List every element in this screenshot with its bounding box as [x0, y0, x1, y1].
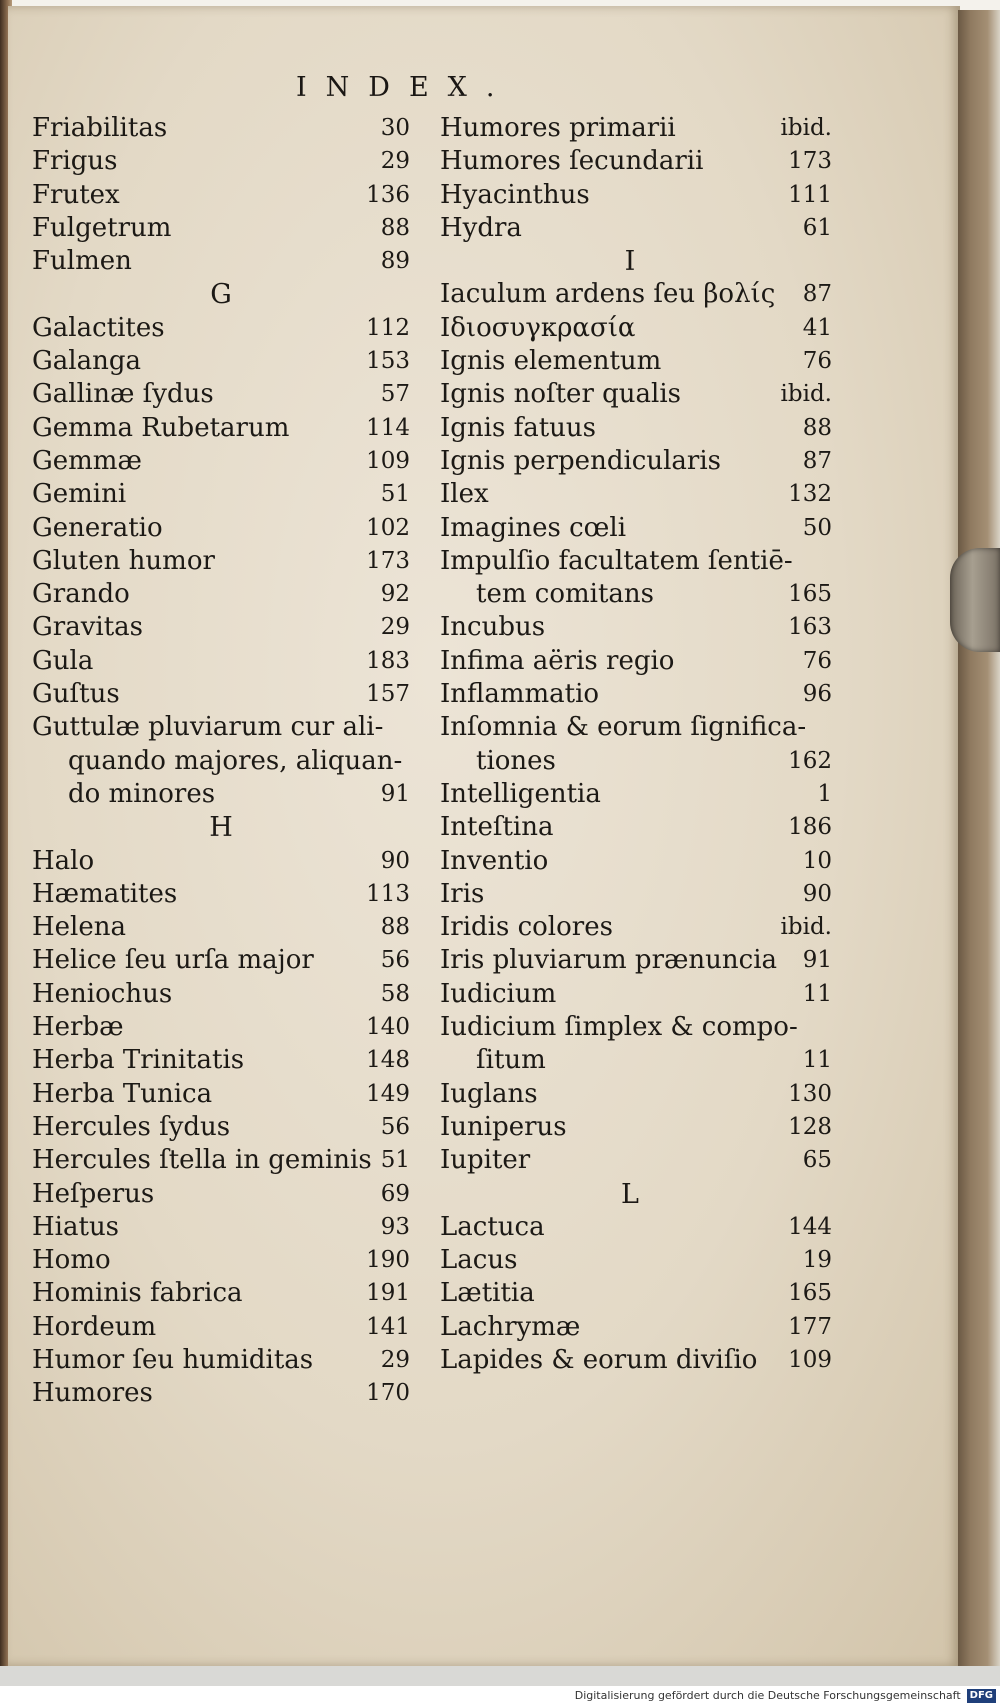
index-entry — [32, 711, 410, 744]
entry-page-number: 76 — [802, 647, 832, 674]
index-entry — [32, 678, 410, 711]
entry-page-number: 111 — [788, 181, 832, 208]
index-entry — [440, 1078, 832, 1111]
entry-page-number: 136 — [366, 181, 410, 208]
entry-page-number: 10 — [802, 847, 832, 874]
dfg-logo-icon: DFG — [967, 1689, 996, 1703]
entry-page-number: 144 — [788, 1213, 832, 1240]
index-entry — [440, 1211, 832, 1244]
entry-term: Fulgetrum — [32, 212, 172, 243]
index-entry — [440, 478, 832, 511]
entry-term: Iupiter — [440, 1145, 531, 1176]
index-entry — [440, 1344, 832, 1377]
index-entry — [32, 1244, 410, 1277]
entry-term: Ignis perpendicularis — [440, 445, 721, 476]
entry-term: Hiatus — [32, 1211, 120, 1242]
index-entry — [440, 678, 832, 711]
letter-label: G — [210, 279, 232, 311]
entry-page-number: 186 — [788, 814, 832, 841]
entry-term: Lacus — [440, 1245, 518, 1276]
entry-page-number: 191 — [366, 1280, 410, 1307]
index-entry — [440, 1244, 832, 1277]
entry-term: Ignis noſter qualis — [440, 379, 681, 410]
index-column-right — [440, 112, 832, 1377]
entry-term: tiones — [476, 745, 556, 776]
entry-term: Gluten humor — [32, 545, 215, 576]
entry-page-number: 183 — [366, 647, 410, 674]
entry-term: Hydra — [440, 212, 522, 243]
index-entry — [32, 1178, 410, 1211]
entry-page-number: 149 — [366, 1080, 410, 1107]
entry-term: Lachrymæ — [440, 1311, 581, 1342]
index-entry — [440, 745, 832, 778]
entry-page-number: 90 — [380, 847, 410, 874]
index-entry — [440, 445, 832, 478]
entry-page-number: 41 — [802, 314, 832, 341]
entry-term: Ilex — [440, 479, 489, 510]
entry-term: Herba Trinitatis — [32, 1045, 245, 1076]
entry-term: Galanga — [32, 346, 141, 377]
entry-page-number: 102 — [366, 514, 410, 541]
entry-term: Gallinæ ſydus — [32, 379, 214, 410]
entry-term: Lætitia — [440, 1278, 535, 1309]
entry-term: Gemmæ — [32, 445, 142, 476]
index-letter-heading — [440, 245, 820, 278]
index-entry — [32, 179, 410, 212]
entry-term: Heſperus — [32, 1178, 155, 1209]
entry-term: Intelligentia — [440, 778, 601, 809]
index-entry — [440, 312, 832, 345]
index-entry — [32, 1044, 410, 1077]
index-entry — [32, 145, 410, 178]
index-entry — [440, 512, 832, 545]
index-entry — [440, 378, 832, 411]
entry-page-number: 114 — [366, 414, 410, 441]
entry-term: Iudicium ſimplex & compo- — [440, 1012, 798, 1043]
entry-term: Gemini — [32, 479, 127, 510]
entry-page-number: 89 — [380, 248, 410, 275]
index-entry — [440, 811, 832, 844]
index-entry — [440, 911, 832, 944]
entry-term: Helice ſeu urſa major — [32, 945, 314, 976]
index-letter-heading — [32, 278, 410, 311]
entry-page-number: 91 — [380, 780, 410, 807]
index-entry — [32, 944, 410, 977]
entry-page-number: 11 — [802, 1047, 832, 1074]
index-letter-heading — [32, 811, 410, 844]
index-entry — [32, 512, 410, 545]
entry-page-number: 113 — [366, 880, 410, 907]
index-entry — [440, 711, 820, 744]
index-entry — [440, 578, 832, 611]
entry-term: Iuniperus — [440, 1111, 567, 1142]
entry-page-number: 153 — [366, 348, 410, 375]
index-column-left — [32, 112, 410, 1411]
entry-term: Hominis fabrica — [32, 1278, 243, 1309]
entry-term: Gemma Rubetarum — [32, 412, 290, 443]
running-head: INDEX. — [296, 72, 514, 103]
letter-label: I — [624, 246, 636, 278]
entry-page-number: 29 — [380, 148, 410, 175]
index-entry — [32, 1011, 410, 1044]
index-entry — [32, 478, 410, 511]
entry-page-number: 1 — [817, 780, 832, 807]
entry-page-number: 92 — [380, 581, 410, 608]
index-entry — [440, 1311, 832, 1344]
entry-page-number: 29 — [380, 614, 410, 641]
entry-page-number: 109 — [366, 447, 410, 474]
entry-page-number: 69 — [380, 1180, 410, 1207]
entry-term: quando majores, aliquan- — [68, 745, 403, 776]
index-entry — [440, 1144, 832, 1177]
entry-page-number: 165 — [788, 1280, 832, 1307]
letter-label: L — [621, 1178, 639, 1210]
entry-page-number: ibid. — [780, 914, 832, 941]
index-entry — [32, 1111, 410, 1144]
index-entry — [32, 578, 410, 611]
entry-page-number: 128 — [788, 1113, 832, 1140]
entry-term: Galactites — [32, 312, 165, 343]
entry-page-number: 93 — [380, 1213, 410, 1240]
entry-term: Gravitas — [32, 612, 143, 643]
entry-page-number: 148 — [366, 1047, 410, 1074]
index-entry — [440, 645, 832, 678]
entry-page-number: 76 — [802, 348, 832, 375]
entry-term: Helena — [32, 912, 127, 943]
entry-page-number: 141 — [366, 1313, 410, 1340]
entry-term: Lactuca — [440, 1211, 545, 1242]
index-entry — [440, 1111, 832, 1144]
index-entry — [440, 1011, 820, 1044]
entry-term: Iris — [440, 878, 485, 909]
entry-page-number: 56 — [380, 947, 410, 974]
index-entry — [440, 412, 832, 445]
entry-term: Frutex — [32, 179, 120, 210]
index-entry — [32, 1377, 410, 1410]
entry-page-number: 91 — [802, 947, 832, 974]
entry-page-number: 163 — [788, 614, 832, 641]
entry-page-number: 165 — [788, 581, 832, 608]
entry-term: Hordeum — [32, 1311, 157, 1342]
entry-term: Homo — [32, 1245, 111, 1276]
index-entry — [440, 611, 832, 644]
entry-page-number: 56 — [380, 1113, 410, 1140]
entry-term: Incubus — [440, 612, 546, 643]
entry-term: Hercules ſydus — [32, 1111, 231, 1142]
index-entry — [440, 145, 832, 178]
index-entry — [440, 778, 832, 811]
entry-page-number: 50 — [802, 514, 832, 541]
entry-term: Humores primarii — [440, 113, 676, 143]
entry-term: tem comitans — [476, 579, 654, 610]
entry-term: Iridis colores — [440, 912, 613, 943]
index-entry — [440, 545, 820, 578]
entry-term: Infima aëris regio — [440, 645, 675, 676]
entry-page-number: 112 — [366, 314, 410, 341]
index-entry — [32, 412, 410, 445]
entry-term: Ignis elementum — [440, 346, 662, 377]
entry-term: ſitum — [476, 1045, 546, 1076]
entry-page-number: 11 — [802, 980, 832, 1007]
index-entry — [32, 1344, 410, 1377]
scan-margin — [0, 1666, 1000, 1686]
entry-page-number: 130 — [788, 1080, 832, 1107]
index-entry — [32, 245, 410, 278]
entry-term: Iaculum ardens ſeu βολίς — [440, 279, 776, 310]
entry-page-number: 19 — [802, 1247, 832, 1274]
index-entry — [32, 345, 410, 378]
entry-page-number: 88 — [802, 414, 832, 441]
entry-page-number: 51 — [380, 1147, 410, 1174]
index-entry — [440, 278, 832, 311]
index-entry — [32, 1144, 410, 1177]
index-entry — [32, 1311, 410, 1344]
entry-page-number: 190 — [366, 1247, 410, 1274]
entry-page-number: 140 — [366, 1014, 410, 1041]
entry-page-number: 96 — [802, 681, 832, 708]
entry-page-number: 177 — [788, 1313, 832, 1340]
index-letter-heading — [440, 1178, 820, 1211]
entry-page-number: 30 — [380, 115, 410, 141]
entry-page-number: 162 — [788, 747, 832, 774]
entry-term: Lapides & eorum diviſio — [440, 1344, 758, 1375]
entry-page-number: ibid. — [780, 381, 832, 408]
entry-term: Inteſtina — [440, 812, 554, 843]
index-entry — [440, 1044, 832, 1077]
entry-term: Guttulæ pluviarum cur ali- — [32, 712, 384, 743]
index-entry — [32, 112, 410, 145]
index-entry — [32, 611, 410, 644]
entry-term: Ignis fatuus — [440, 412, 596, 443]
entry-term: Inflammatio — [440, 679, 600, 710]
entry-term: Heniochus — [32, 978, 173, 1009]
entry-term: Generatio — [32, 512, 163, 543]
index-entry — [32, 778, 410, 811]
entry-term: Inventio — [440, 845, 549, 876]
index-entry — [440, 179, 832, 212]
entry-page-number: 51 — [380, 481, 410, 508]
digitization-credit-bar — [0, 1686, 1000, 1706]
entry-term: Iuglans — [440, 1078, 538, 1109]
entry-term: Friabilitas — [32, 113, 168, 143]
index-entry — [32, 1078, 410, 1111]
index-entry — [32, 878, 410, 911]
entry-page-number: ibid. — [780, 115, 832, 141]
entry-term: Iris pluviarum prænuncia — [440, 945, 778, 976]
index-entry — [32, 1277, 410, 1310]
digitization-credit: Digitalisierung gefördert durch die Deutsche Forschungsgemeinschaft — [574, 1689, 961, 1702]
entry-term: Gula — [32, 645, 94, 676]
index-entry — [440, 878, 832, 911]
letter-label: H — [209, 812, 233, 844]
entry-term: Hyacinthus — [440, 179, 590, 210]
entry-page-number: 173 — [366, 547, 410, 574]
entry-term: Herbæ — [32, 1012, 124, 1043]
index-entry — [440, 845, 832, 878]
page-edges — [958, 10, 1000, 1666]
entry-term: Inſomnia & eorum ſignifica- — [440, 712, 807, 743]
index-entry — [32, 845, 410, 878]
entry-page-number: 65 — [802, 1147, 832, 1174]
entry-term: do minores — [68, 778, 216, 809]
index-entry — [32, 645, 410, 678]
entry-page-number: 87 — [802, 281, 832, 308]
entry-page-number: 157 — [366, 681, 410, 708]
index-entry — [440, 112, 832, 145]
entry-page-number: 29 — [380, 1346, 410, 1373]
entry-term: Imagines cœli — [440, 512, 627, 543]
entry-page-number: 87 — [802, 447, 832, 474]
entry-page-number: 88 — [380, 914, 410, 941]
index-entry — [32, 745, 410, 778]
index-entry — [32, 445, 410, 478]
entry-term: Humores — [32, 1378, 153, 1409]
entry-term: Halo — [32, 845, 95, 876]
entry-term: Herba Tunica — [32, 1078, 213, 1109]
entry-page-number: 58 — [380, 980, 410, 1007]
entry-page-number: 170 — [366, 1380, 410, 1407]
entry-page-number: 88 — [380, 214, 410, 241]
entry-page-number: 173 — [788, 148, 832, 175]
entry-term: Frigus — [32, 146, 118, 177]
clasp-icon — [950, 548, 1000, 652]
index-entry — [440, 978, 832, 1011]
index-entry — [32, 312, 410, 345]
index-entry — [440, 212, 832, 245]
index-entry — [32, 378, 410, 411]
index-entry — [440, 345, 832, 378]
entry-page-number: 61 — [802, 214, 832, 241]
entry-page-number: 132 — [788, 481, 832, 508]
index-entry — [32, 212, 410, 245]
entry-term: Humores ſecundarii — [440, 146, 704, 177]
entry-page-number: 109 — [788, 1346, 832, 1373]
entry-page-number: 90 — [802, 880, 832, 907]
entry-term: Grando — [32, 579, 130, 610]
index-entry — [32, 911, 410, 944]
entry-term: Hercules ſtella in geminis — [32, 1145, 372, 1176]
entry-page-number: 57 — [380, 381, 410, 408]
entry-term: Iudicium — [440, 978, 557, 1009]
entry-term: Guſtus — [32, 679, 120, 710]
index-entry — [32, 1211, 410, 1244]
entry-term: Hæmatites — [32, 878, 178, 909]
entry-term: Iδιοσυγκρασία — [440, 312, 636, 343]
index-entry — [440, 1277, 832, 1310]
index-entry — [440, 944, 832, 977]
index-entry — [32, 545, 410, 578]
index-entry — [32, 978, 410, 1011]
entry-term: Impulſio facultatem ſentiē- — [440, 545, 793, 576]
entry-term: Fulmen — [32, 246, 132, 277]
entry-term: Humor ſeu humiditas — [32, 1344, 314, 1375]
